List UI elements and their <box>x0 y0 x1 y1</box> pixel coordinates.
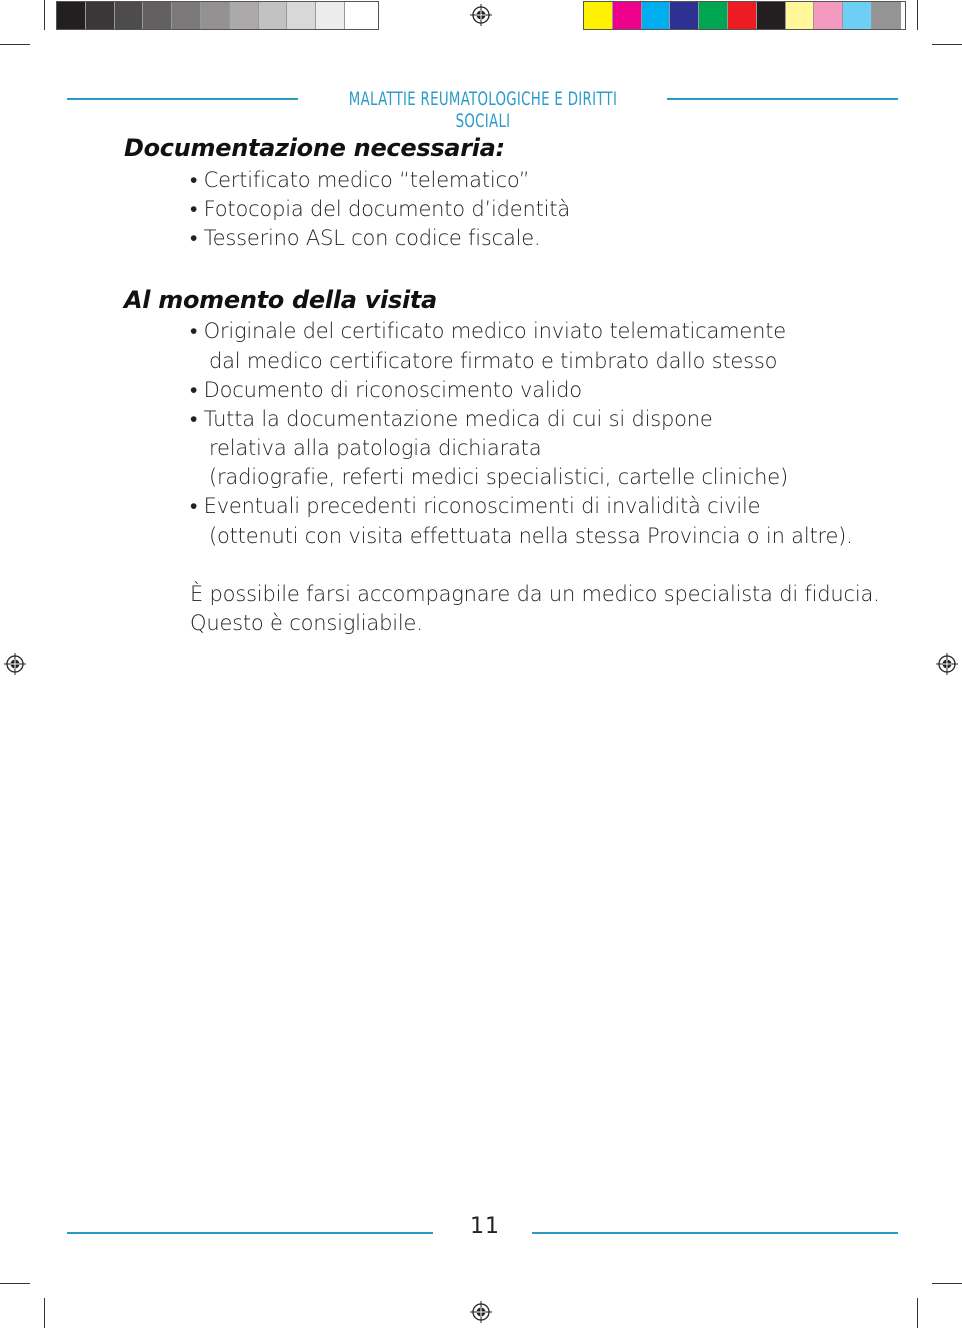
crop-mark <box>44 1298 45 1328</box>
footer-rule-left <box>67 1232 433 1234</box>
crop-mark <box>917 0 918 30</box>
section-title-visita: Al momento della visita <box>124 286 437 314</box>
crop-mark <box>44 0 45 30</box>
crop-mark <box>932 1283 962 1284</box>
list-item-continuation: dal medico certificatore firmato e timbrato dallo stesso <box>209 349 778 373</box>
list-item: • Fotocopia del documento d’identità <box>190 197 570 221</box>
list-item: • Eventuali precedenti riconoscimenti di invalidità civile <box>190 494 761 518</box>
crop-mark <box>0 1283 30 1284</box>
note-paragraph-line: Questo è consigliabile. <box>190 611 423 635</box>
color-swatch <box>757 2 786 29</box>
color-swatch <box>814 2 843 29</box>
header-rule-right <box>667 98 898 100</box>
color-swatch <box>872 2 901 29</box>
color-swatch <box>613 2 642 29</box>
color-swatch <box>843 2 872 29</box>
section-title-documentazione: Documentazione necessaria: <box>124 134 505 162</box>
color-swatch <box>584 2 613 29</box>
running-header: MALATTIE REUMATOLOGICHE E DIRITTI SOCIALI <box>348 88 618 132</box>
page-number: 11 <box>470 1214 500 1239</box>
gray-swatch <box>345 2 374 29</box>
footer-rule-right <box>532 1232 898 1234</box>
list-item: • Originale del certificato medico inviato telematicamente <box>190 319 786 343</box>
crop-mark <box>917 1298 918 1328</box>
crop-mark <box>932 44 962 45</box>
process-color-bar <box>583 1 906 30</box>
gray-swatch <box>143 2 172 29</box>
gray-swatch <box>115 2 144 29</box>
color-swatch <box>786 2 815 29</box>
gray-swatch <box>57 2 86 29</box>
list-item-continuation: (ottenuti con visita effettuata nella stessa Provincia o in altre). <box>209 524 853 548</box>
gray-swatch <box>259 2 288 29</box>
gray-swatch <box>316 2 345 29</box>
color-swatch <box>670 2 699 29</box>
registration-crosshair-icon <box>4 653 26 675</box>
list-item: • Tesserino ASL con codice fiscale. <box>190 226 541 250</box>
gray-swatch <box>86 2 115 29</box>
note-paragraph-line: È possibile farsi accompagnare da un medico specialista di fiducia. <box>190 582 880 606</box>
crop-mark <box>0 44 30 45</box>
registration-crosshair-icon <box>470 1301 492 1323</box>
list-item: • Documento di riconoscimento valido <box>190 378 582 402</box>
color-swatch <box>699 2 728 29</box>
list-item: • Certificato medico “telematico” <box>190 168 530 192</box>
gray-swatch <box>201 2 230 29</box>
gray-swatch <box>287 2 316 29</box>
grayscale-color-bar <box>56 1 379 30</box>
registration-crosshair-icon <box>470 4 492 26</box>
list-item-continuation: (radiografie, referti medici specialistici, cartelle cliniche) <box>209 465 788 489</box>
color-swatch <box>642 2 671 29</box>
gray-swatch <box>230 2 259 29</box>
list-item-continuation: relativa alla patologia dichiarata <box>209 436 542 460</box>
gray-swatch <box>172 2 201 29</box>
color-swatch <box>728 2 757 29</box>
list-item: • Tutta la documentazione medica di cui si dispone <box>190 407 713 431</box>
registration-crosshair-icon <box>936 653 958 675</box>
header-rule-left <box>67 98 298 100</box>
